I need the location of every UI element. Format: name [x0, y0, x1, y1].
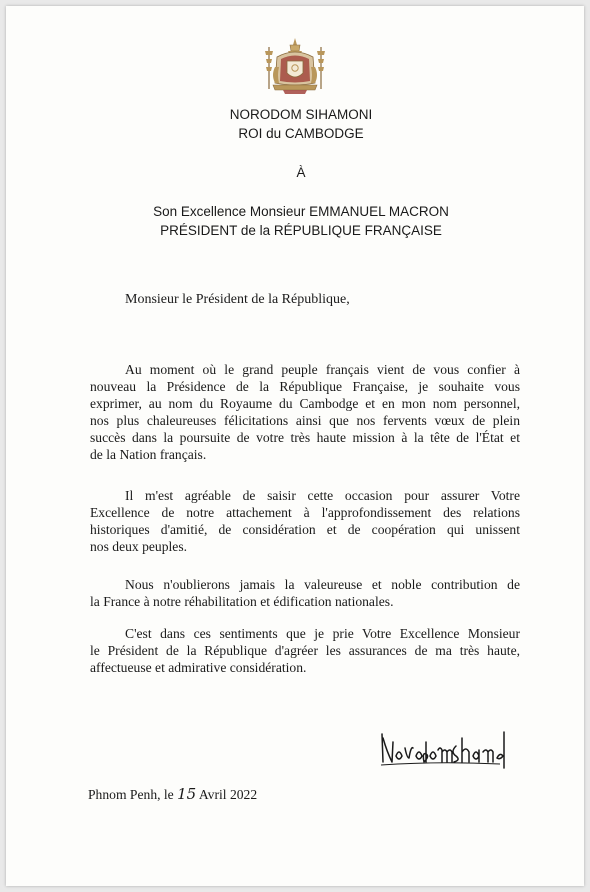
- paragraph-line: Nous n'oublierons jamais la valeureuse et noble contribution de: [125, 577, 520, 592]
- paragraph-2: [90, 487, 520, 555]
- handwritten-signature-icon: [378, 728, 510, 770]
- paragraph-4: [90, 625, 520, 676]
- royal-crest-icon: [263, 37, 327, 95]
- paragraph-line: le Président de la République d'agréer les assurances de ma très haute,: [90, 643, 520, 659]
- sender-title: ROI du CAMBODGE: [238, 126, 364, 141]
- date-day: 15: [177, 785, 197, 803]
- date-place: Phnom Penh, le: [88, 787, 174, 802]
- letter-page: [6, 6, 584, 886]
- recipient-line-2: PRÉSIDENT de la RÉPUBLIQUE FRANÇAISE: [160, 223, 442, 238]
- paragraph-line: Au moment où le grand peuple français vient de vous confier à: [125, 362, 520, 377]
- paragraph-line: Il m'est agréable de saisir cette occasion pour assurer Votre: [125, 488, 520, 503]
- date-month-year: Avril 2022: [198, 787, 258, 802]
- paragraph-line: nos plus chaleureuses félicitations ainsi que nos fervents vœux de plein: [90, 413, 520, 429]
- paragraph-line: C'est dans ces sentiments que je prie Votre Excellence Monsieur: [125, 626, 520, 641]
- paragraph-line: historiques d'amitié, de considération et de coopération qui unissent: [90, 522, 520, 538]
- paragraph-line: de la Nation français.: [90, 447, 207, 463]
- paragraph-line: exprimer, au nom du Royaume du Cambodge et en mon nom personnel,: [90, 396, 520, 412]
- addressee-marker: À: [296, 165, 306, 180]
- paragraph-3: [90, 576, 520, 610]
- paragraph-line: Excellence de notre attachement à l'approfondissement des relations: [90, 505, 520, 521]
- sender-name: NORODOM SIHAMONI: [229, 107, 373, 122]
- paragraph-line: succès dans la poursuite de votre très haute mission à la tête de l'État et: [90, 430, 520, 446]
- date-line: [88, 785, 257, 803]
- paragraph-line: nouveau la Présidence de la République Française, je souhaite vous: [90, 379, 520, 395]
- paragraph-line: la France à notre réhabilitation et édification nationales.: [90, 594, 394, 610]
- paragraph-1: [90, 361, 520, 464]
- recipient-line-1: Son Excellence Monsieur EMMANUEL MACRON: [153, 204, 449, 219]
- paragraph-line: affectueuse et admirative considération.: [90, 660, 307, 676]
- salutation: Monsieur le Président de la République,: [125, 292, 350, 307]
- paragraph-line: nos deux peuples.: [90, 539, 188, 555]
